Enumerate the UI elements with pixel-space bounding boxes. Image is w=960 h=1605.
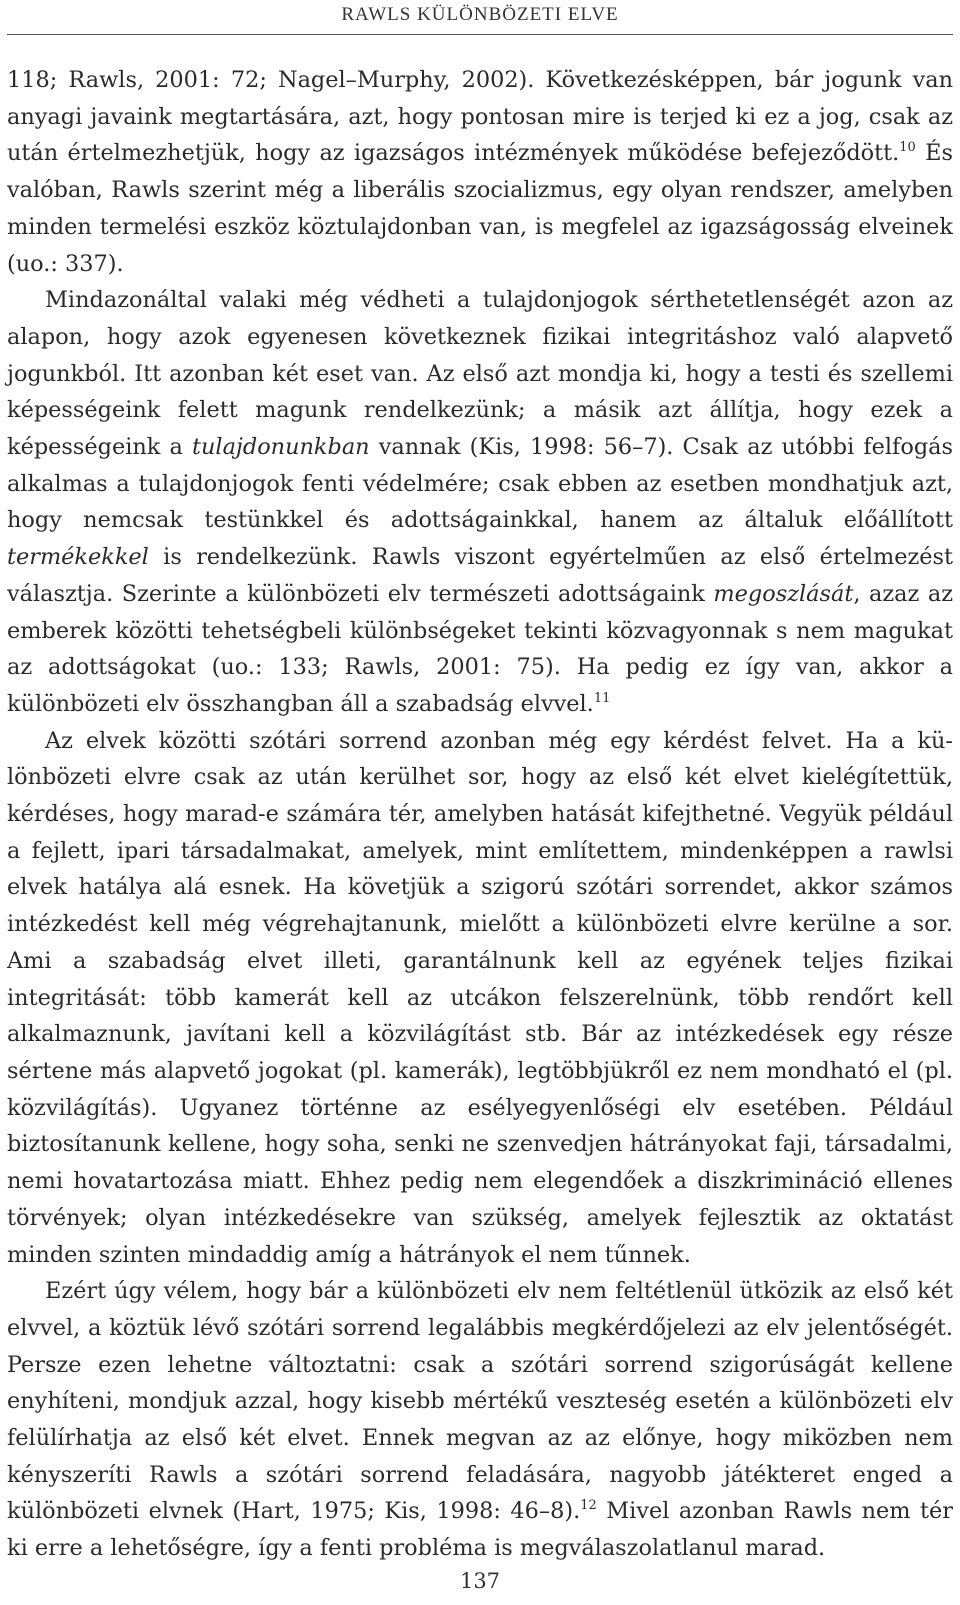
header-rule — [7, 34, 953, 35]
text-run: Ezért úgy vélem, hogy bár a különbözeti elv nem feltétlenül ütközik az első két elvvel, a köztük lévő szótári sorrend legalábbis megkérdőjelezi az elv jelentőségét. Persze ezen lehetne változtatni: csak a szótári sorrend szigorúságát kellene enyhíteni, mondjuk azzal, hogy kisebb mértékű veszteség esetén a különbözeti elv felülírhatja az első két elvet. Ennek megvan az az előnye, hogy miközben nem kényszeríti Rawls a szótári sorrend feladására, nagyobb játékteret enged a különbözeti elvnek (Hart, 1975; Kis, 1998: 46–8). — [7, 1278, 953, 1525]
footnote-marker: 12 — [580, 1498, 597, 1514]
paragraph — [7, 723, 953, 1274]
paragraph — [7, 1273, 953, 1567]
text-run: Az elvek közötti szótári sorrend azonban még egy kérdést felvet. Ha a különbözeti elvre csak az után kerülhet sor, hogy az első két elvet kielégítettük, kérdéses, hogy marad-e számára tér, amelyben hatását kifejthetné. Vegyük például a fejlett, ipari társadalmakat, amelyek, mint említettem, mindenképpen a rawlsi elvek hatálya alá esnek. Ha követjük a szigorú szótári sorrendet, akkor számos intézkedést kell még végrehajtanunk, mielőtt a különbözeti elvre kerülne a sor. Ami a szabadság elvet illeti, garantálnunk kell az egyének teljes fizikai integritását: több kamerát kell az utcákon felszerelnünk, több rendőrt kell alkalmaznunk, javítani kell a közvilágítást stb. Bár az intézkedések egy része sértene más alapvető jogokat (pl. kamerák), legtöbbjükről ez nem mondható el (pl. közvilágítás). Ugyanez történne az esélyegyenlőségi elv esetében. Például biztosítanunk kellene, hogy soha, senki ne szenvedjen hátrányokat faji, társadalmi, nemi hovatartozása miatt. Ehhez pedig nem elegendőek a diszkrimináció ellenes törvények; olyan intézkedésekre van szükség, amelyek fejlesztik az oktatást minden szinten mindaddig amíg a hátrányok el nem tűnnek. — [7, 727, 953, 1268]
page-number: 137 — [459, 1569, 501, 1593]
italic-term: termékekkel — [7, 544, 149, 571]
text-run: Mivel azonban Rawls nem tér ki erre a lehetőségre, így a fenti probléma is megválaszolatlanul marad. — [7, 1498, 953, 1562]
body-text — [7, 62, 953, 1567]
italic-term: megoszlását — [713, 580, 854, 607]
footnote-marker: 11 — [593, 690, 611, 706]
paragraph — [7, 62, 953, 282]
paragraph — [7, 282, 953, 722]
running-head: RAWLS KÜLÖNBÖZETI ELVE — [341, 4, 619, 25]
footnote-marker: 10 — [899, 140, 916, 156]
text-run: is rendelkezünk. Rawls viszont egyértelműen az első értelmezést választja. Szerinte a különbözeti elv természeti adottságaink — [7, 544, 953, 607]
italic-term: tulajdonunkban — [191, 434, 370, 461]
text-run: , azaz az emberek közötti tehetségbeli különbségeket tekinti közvagyonnak s nem magukat az adottságokat (uo.: 133; Rawls, 2001: 75). Ha pedig ez így van, akkor a különbözeti elv összhangban áll a szabadság elvvel. — [7, 580, 953, 717]
text-run: És valóban, Rawls szerint még a liberális szocializmus, egy olyan rendszer, amelyben minden termelési eszköz köztulajdonban van, is megfelel az igazságosság elveinek (uo.: 337). — [7, 140, 954, 277]
text-run: vannak (Kis, 1998: 56–7). Csak az utóbbi felfogás alkalmas a tulajdonjogok fenti védelmére; csak ebben az esetben mondhatjuk azt, hogy nemcsak testünkkel és adottságainkkal, hanem az általuk előállított — [7, 434, 953, 534]
text-run: Mindazonáltal valaki még védheti a tulajdonjogok sérthetetlenségét azon az alapon, hogy azok egyenesen következnek fizikai integritáshoz való alapvető jogunkból. Itt azonban két eset van. Az első azt mondja ki, hogy a testi és szellemi képességeink felett magunk rendelkezünk; a másik azt állítja, hogy ezek a képességeink a — [7, 287, 953, 461]
text-run: 118; Rawls, 2001: 72; Nagel–Murphy, 2002). Következésképpen, bár jogunk van anyagi javaink megtartására, azt, hogy pontosan mire is terjed ki ez a jog, csak az után értelmezhetjük, hogy az igazságos intézmények működése befejeződött. — [7, 67, 953, 167]
